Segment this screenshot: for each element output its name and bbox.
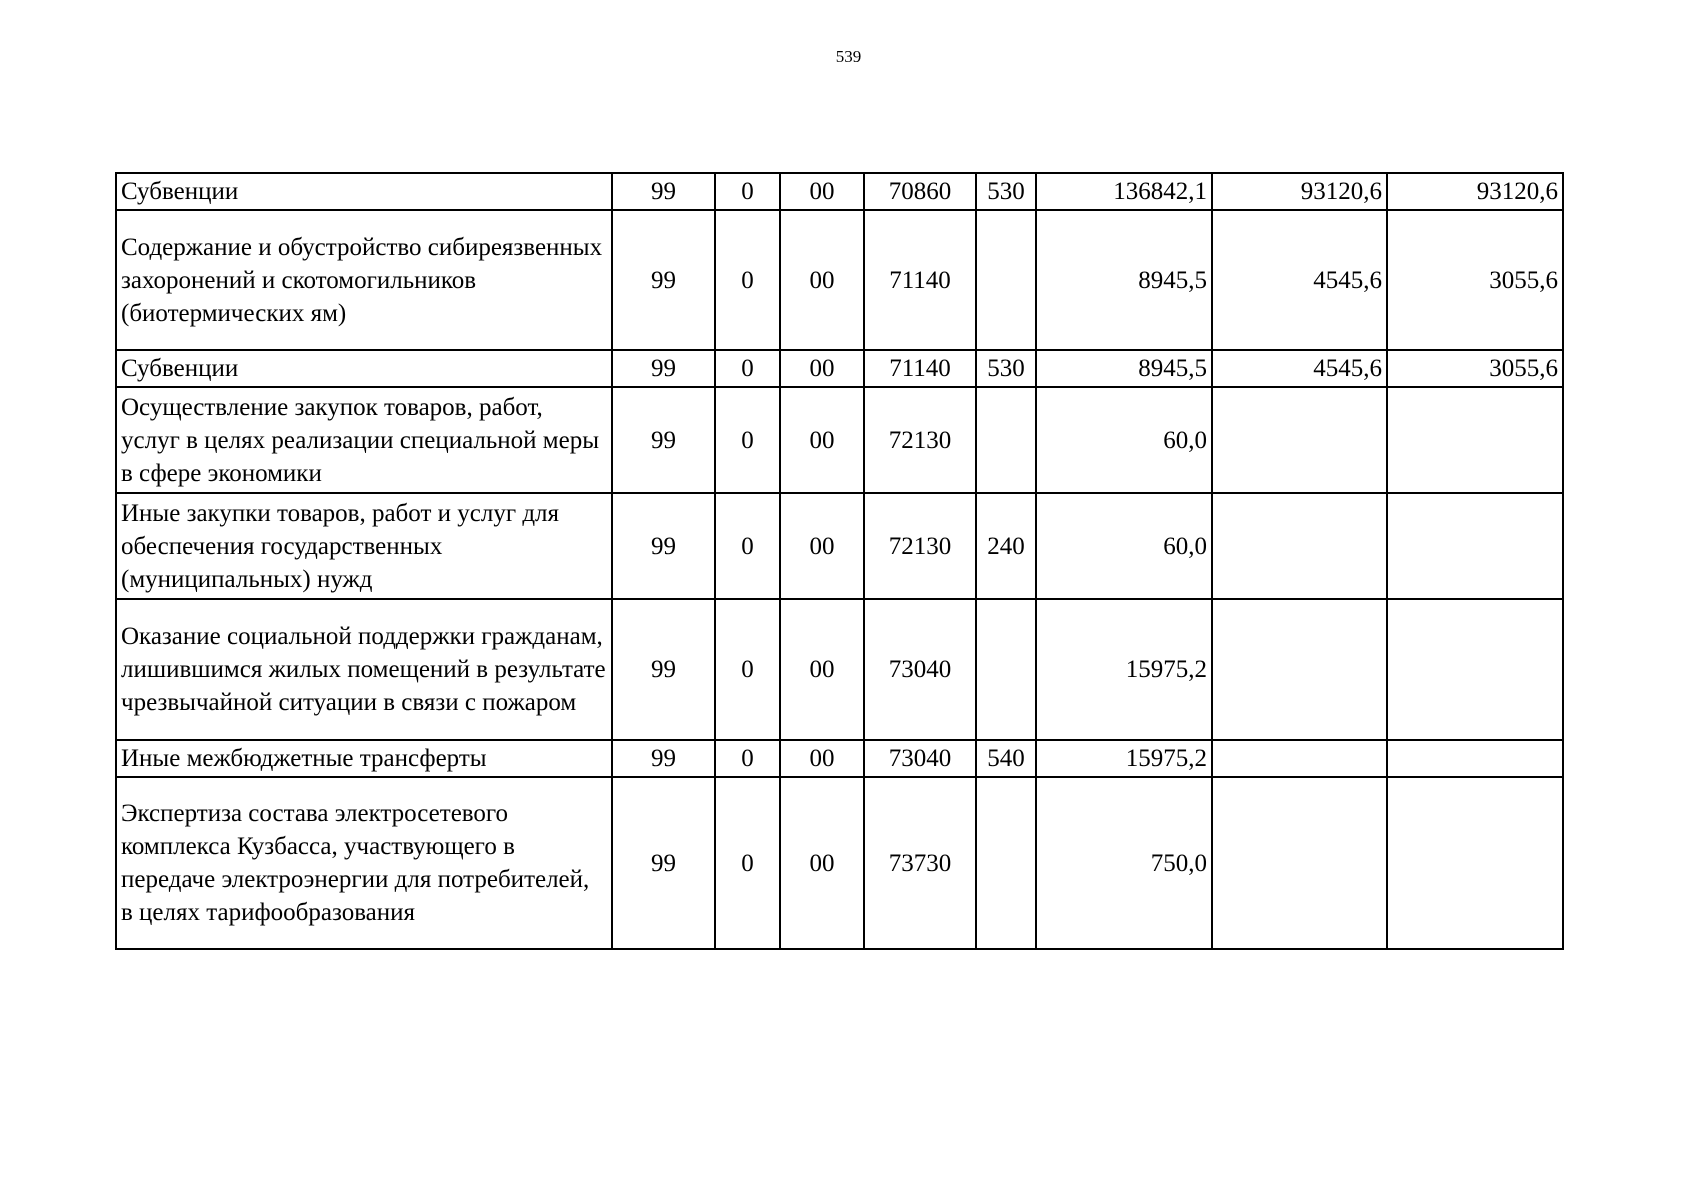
code-article: 71140 (864, 210, 976, 350)
code-subsection: 0 (715, 740, 780, 777)
amount-year-3 (1387, 599, 1563, 740)
code-program: 00 (780, 210, 864, 350)
code-subsection: 0 (715, 493, 780, 599)
amount-year-3 (1387, 493, 1563, 599)
code-program: 00 (780, 173, 864, 210)
code-article: 72130 (864, 493, 976, 599)
code-subsection: 0 (715, 350, 780, 387)
code-section: 99 (612, 173, 715, 210)
amount-year-1: 8945,5 (1036, 210, 1212, 350)
code-expense-type (976, 777, 1036, 949)
code-program: 00 (780, 599, 864, 740)
code-subsection: 0 (715, 387, 780, 493)
code-expense-type: 530 (976, 350, 1036, 387)
amount-year-3 (1387, 387, 1563, 493)
amount-year-2: 4545,6 (1212, 210, 1387, 350)
code-section: 99 (612, 599, 715, 740)
amount-year-2 (1212, 599, 1387, 740)
code-subsection: 0 (715, 777, 780, 949)
amount-year-2: 93120,6 (1212, 173, 1387, 210)
amount-year-2 (1212, 387, 1387, 493)
amount-year-1: 60,0 (1036, 493, 1212, 599)
amount-year-3: 93120,6 (1387, 173, 1563, 210)
row-name: Субвенции (116, 350, 612, 387)
code-section: 99 (612, 777, 715, 949)
code-program: 00 (780, 777, 864, 949)
table-row (116, 740, 1563, 777)
code-subsection: 0 (715, 173, 780, 210)
page-number: 539 (835, 47, 862, 66)
amount-year-1: 136842,1 (1036, 173, 1212, 210)
code-section: 99 (612, 350, 715, 387)
amount-year-3 (1387, 740, 1563, 777)
code-article: 73730 (864, 777, 976, 949)
code-section: 99 (612, 740, 715, 777)
code-section: 99 (612, 493, 715, 599)
code-article: 73040 (864, 740, 976, 777)
table-row (116, 777, 1563, 949)
code-expense-type: 240 (976, 493, 1036, 599)
code-program: 00 (780, 493, 864, 599)
row-name: Оказание социальной поддержки гражданам, лишившимся жилых помещений в результате чрезвычайной ситуации в связи с пожаром (116, 599, 612, 740)
amount-year-2 (1212, 493, 1387, 599)
budget-table (115, 172, 1564, 950)
amount-year-3: 3055,6 (1387, 350, 1563, 387)
row-name: Осуществление закупок товаров, работ, услуг в целях реализации специальной меры в сфере экономики (116, 387, 612, 493)
row-name: Экспертиза состава электросетевого комплекса Кузбасса, участвующего в передаче электроэнергии для потребителей, в целях тарифообразования (116, 777, 612, 949)
code-section: 99 (612, 210, 715, 350)
code-program: 00 (780, 350, 864, 387)
code-article: 70860 (864, 173, 976, 210)
table-row (116, 173, 1563, 210)
row-name: Содержание и обустройство сибиреязвенных захоронений и скотомогильников (биотермических ям) (116, 210, 612, 350)
row-name: Иные межбюджетные трансферты (116, 740, 612, 777)
code-program: 00 (780, 740, 864, 777)
code-expense-type (976, 210, 1036, 350)
code-article: 73040 (864, 599, 976, 740)
row-name: Иные закупки товаров, работ и услуг для обеспечения государственных (муниципальных) нужд (116, 493, 612, 599)
code-subsection: 0 (715, 599, 780, 740)
amount-year-1: 60,0 (1036, 387, 1212, 493)
amount-year-1: 15975,2 (1036, 599, 1212, 740)
code-article: 71140 (864, 350, 976, 387)
table-row (116, 210, 1563, 350)
amount-year-2 (1212, 740, 1387, 777)
amount-year-1: 15975,2 (1036, 740, 1212, 777)
code-expense-type: 540 (976, 740, 1036, 777)
amount-year-2: 4545,6 (1212, 350, 1387, 387)
amount-year-3: 3055,6 (1387, 210, 1563, 350)
code-expense-type (976, 387, 1036, 493)
table-row (116, 387, 1563, 493)
amount-year-3 (1387, 777, 1563, 949)
code-expense-type (976, 599, 1036, 740)
table-row (116, 599, 1563, 740)
code-subsection: 0 (715, 210, 780, 350)
amount-year-1: 8945,5 (1036, 350, 1212, 387)
amount-year-1: 750,0 (1036, 777, 1212, 949)
code-section: 99 (612, 387, 715, 493)
code-expense-type: 530 (976, 173, 1036, 210)
table-row (116, 350, 1563, 387)
row-name: Субвенции (116, 173, 612, 210)
amount-year-2 (1212, 777, 1387, 949)
code-article: 72130 (864, 387, 976, 493)
code-program: 00 (780, 387, 864, 493)
table-row (116, 493, 1563, 599)
